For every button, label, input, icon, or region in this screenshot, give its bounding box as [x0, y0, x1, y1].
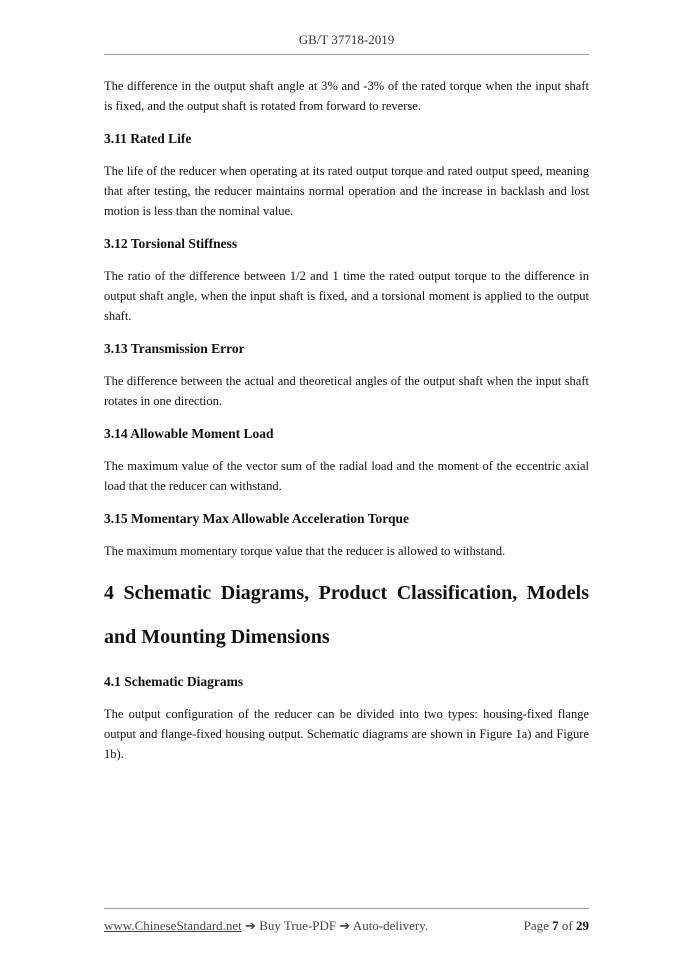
section-body-3-14: The maximum value of the vector sum of the radial load and the moment of the eccentric axial load that the reducer can withstand. — [104, 459, 589, 493]
section-title-3-13: 3.13 Transmission Error — [104, 341, 245, 356]
section-title-3-14: 3.14 Allowable Moment Load — [104, 426, 274, 441]
section-body-3-11: The life of the reducer when operating at its rated output torque and rated output speed, meaning that after testing, the reducer maintains normal operation and the increase in backlash and lost motion is less than the nominal value. — [104, 164, 589, 218]
footer-promo: ➔ Buy True-PDF ➔ Auto-delivery. — [241, 918, 429, 933]
page-body — [104, 76, 589, 764]
section-body-3-12: The ratio of the difference between 1/2 and 1 time the rated output torque to the difference in output shaft angle, when the input shaft is fixed, and a torsional moment is applied to the output shaft. — [104, 269, 589, 323]
site-link[interactable]: www.ChineseStandard.net — [104, 918, 242, 933]
footer-divider — [104, 908, 589, 909]
page-label: Page — [523, 918, 549, 933]
chapter-title: 4 Schematic Diagrams, Product Classification, Models and Mounting Dimensions — [104, 582, 589, 648]
page-footer — [104, 918, 589, 934]
subsection-body-4-1: The output configuration of the reducer can be divided into two types: housing-fixed flange output and flange-fixed housing output. Schematic diagrams are shown in Figure 1a) and Figure 1b). — [104, 707, 589, 761]
section-title-3-11: 3.11 Rated Life — [104, 131, 192, 146]
total-pages: 29 — [576, 918, 589, 933]
header-divider — [104, 54, 589, 55]
running-header: GB/T 37718-2019 — [298, 32, 395, 47]
page-number: 7 — [552, 918, 559, 933]
section-title-3-15: 3.15 Momentary Max Allowable Acceleration Torque — [104, 511, 409, 526]
of-label: of — [561, 918, 573, 933]
page-indicator — [524, 918, 589, 934]
section-title-3-12: 3.12 Torsional Stiffness — [104, 236, 238, 251]
intro-paragraph: The difference in the output shaft angle at 3% and -3% of the rated torque when the input shaft is fixed, and the output shaft is rotated from forward to reverse. — [104, 79, 589, 113]
section-body-3-15: The maximum momentary torque value that the reducer is allowed to withstand. — [104, 544, 506, 558]
section-body-3-13: The difference between the actual and theoretical angles of the output shaft when the input shaft rotates in one direction. — [104, 374, 589, 408]
footer-left — [104, 918, 428, 934]
subsection-title-4-1: 4.1 Schematic Diagrams — [104, 674, 244, 689]
